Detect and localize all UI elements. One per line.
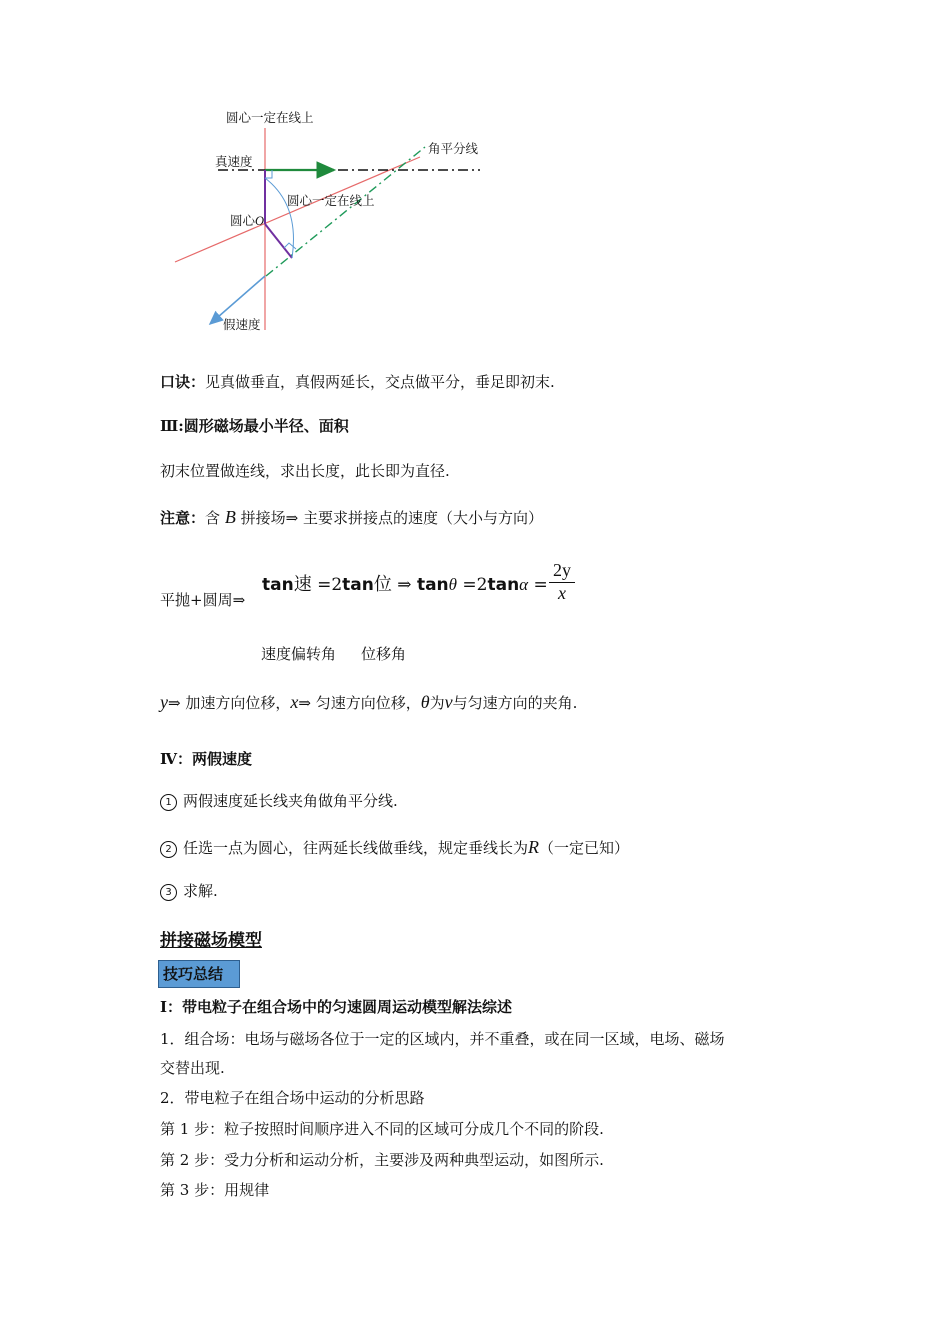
radius-to-false [265, 224, 292, 258]
note-mid: 拼接场 [240, 509, 286, 527]
model-line: 交替出现. [160, 1059, 225, 1077]
mnemonic-title: 口诀： [160, 373, 206, 391]
note-arrow: ⇒ [285, 509, 299, 527]
note-pre: 含 [205, 509, 221, 527]
right-angle-mark-bottom [284, 243, 296, 249]
model-subtitle: Ⅰ：带电粒子在组合场中的匀速圆周运动模型解法综述 [160, 998, 513, 1016]
section3-title: Ⅲ:圆形磁场最小半径、面积 [160, 417, 349, 435]
mnemonic-line [160, 372, 555, 392]
center-symbol: O [255, 214, 265, 228]
label-center: 圆心O [230, 213, 265, 228]
formula-equation: tan速 =2tan位 ⇒ tanθ =2tanα = [262, 574, 548, 595]
fraction-numerator: 2y [553, 560, 571, 580]
label-true-velocity: 真速度 [215, 154, 253, 169]
geometry-diagram [0, 0, 950, 340]
under-label-1: 速度偏转角 [261, 645, 337, 663]
model-line: 第 1 步：粒子按照时间顺序进入不同的区域可分成几个不同的阶段. [160, 1120, 604, 1138]
circled-number: 1 [160, 794, 177, 811]
model-line: 1．组合场：电场与磁场各位于一定的区域内，并不重叠，或在同一区域，电场、磁场 [160, 1030, 725, 1048]
slanted-red-line [175, 157, 420, 262]
note-title: 注意： [160, 509, 206, 527]
label-center-on-line-mid: 圆心一定在线上 [287, 193, 375, 208]
label-false-velocity: 假速度 [223, 317, 261, 332]
right-angle-mark-top [265, 170, 272, 178]
note-line [160, 507, 543, 528]
circled-number: 3 [160, 884, 177, 901]
note-text: 主要求拼接点的速度（大小与方向） [302, 509, 543, 527]
section4-item-2: 2 任选一点为圆心，往两延长线做垂线，规定垂线长为R（一定已知） [160, 837, 629, 858]
under-label-2: 位移角 [361, 645, 407, 663]
section3-text: 初末位置做连线，求出长度，此长即为直径. [160, 462, 450, 480]
label-angle-bisector: 角平分线 [428, 141, 479, 156]
model-line: 2．带电粒子在组合场中运动的分析思路 [160, 1089, 425, 1107]
formula-prefix: 平抛+圆周⇒ [160, 591, 246, 609]
fraction [549, 560, 575, 603]
section4-item-3: 3 求解. [160, 881, 218, 901]
label-center-on-line-top: 圆心一定在线上 [226, 110, 314, 125]
mnemonic-text: 见真做垂直，真假两延长，交点做平分，垂足即初末. [205, 373, 555, 391]
arc-mark [265, 178, 293, 258]
fraction-denominator: x [558, 583, 566, 603]
skill-summary-tag: 技巧总结 [158, 960, 240, 988]
symbol-r: R [528, 837, 540, 857]
section4-item-1: 1 两假速度延长线夹角做角平分线. [160, 791, 398, 811]
symbol-b: B [224, 507, 236, 527]
circled-number: 2 [160, 841, 177, 858]
model-heading: 拼接磁场模型 [160, 931, 262, 951]
model-line: 第 3 步：用规律 [160, 1181, 270, 1199]
section4-title: Ⅳ：两假速度 [160, 750, 253, 768]
definitions-line: y⇒ 加速方向位移，x⇒ 匀速方向位移，θ为v与匀速方向的夹角. [160, 692, 578, 712]
model-line: 第 2 步：受力分析和运动分析，主要涉及两种典型运动，如图所示. [160, 1151, 604, 1169]
